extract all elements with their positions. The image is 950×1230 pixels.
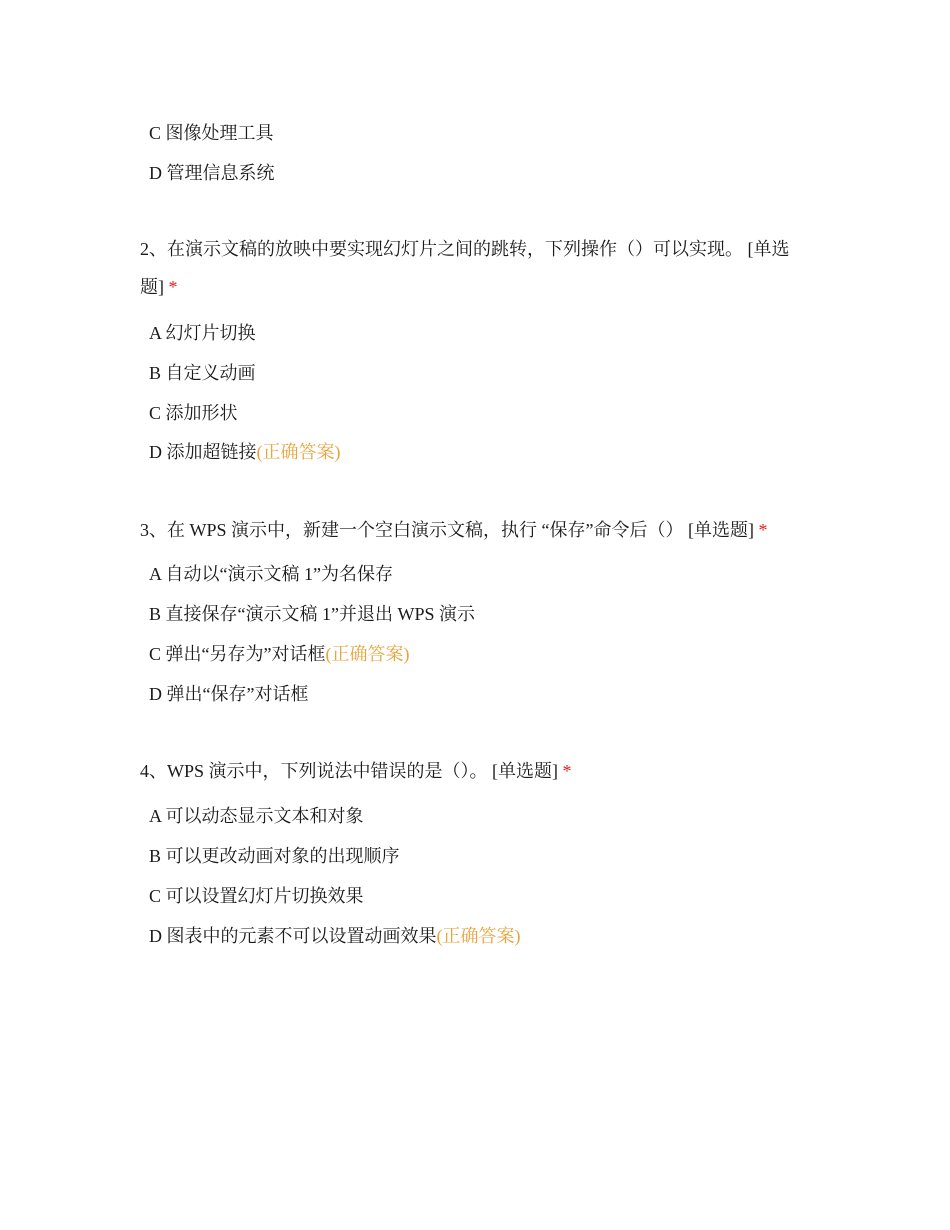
option-letter: A — [149, 323, 162, 343]
option-text: 自动以“演示文稿 1”为名保存 — [165, 564, 393, 584]
question-text: 2、在演示文稿的放映中要实现幻灯片之间的跳转，下列操作（）可以实现。 — [140, 239, 743, 259]
required-mark: * — [758, 520, 768, 540]
option-text: 管理信息系统 — [166, 163, 275, 183]
option-text: 添加超链接 — [166, 442, 257, 462]
option-2-d — [149, 440, 341, 464]
option-letter: C — [149, 644, 162, 664]
option-text: 可以动态显示文本和对象 — [165, 806, 364, 826]
option-letter: D — [149, 926, 162, 946]
option-2-b — [149, 361, 256, 385]
option-text: 图表中的元素不可以设置动画效果 — [166, 926, 437, 946]
option-text: 图像处理工具 — [165, 123, 274, 143]
option-text: 可以设置幻灯片切换效果 — [165, 886, 364, 906]
question-4-title — [140, 752, 800, 790]
question-type-tag: [单选题] — [140, 239, 790, 297]
option-text: 可以更改动画对象的出现顺序 — [165, 846, 400, 866]
option-4-c — [149, 884, 364, 908]
option-text: 直接保存“演示文稿 1”并退出 WPS 演示 — [165, 604, 476, 624]
correct-answer-mark: (正确答案) — [325, 644, 410, 664]
option-2-a — [149, 321, 256, 345]
option-letter: C — [149, 886, 162, 906]
correct-answer-mark: (正确答案) — [436, 926, 521, 946]
option-letter: A — [149, 564, 162, 584]
question-3-title — [140, 511, 800, 549]
option-text: 自定义动画 — [165, 363, 256, 383]
option-text: 弹出“保存”对话框 — [166, 684, 309, 704]
option-letter: C — [149, 123, 162, 143]
option-text: 添加形状 — [165, 403, 238, 423]
required-mark: * — [562, 761, 572, 781]
option-3-c — [149, 642, 410, 666]
option-1-c — [149, 121, 274, 145]
option-4-a — [149, 804, 364, 828]
option-text: 幻灯片切换 — [165, 323, 256, 343]
option-2-c — [149, 401, 238, 425]
question-text: 4、WPS 演示中，下列说法中错误的是（）。 — [140, 761, 488, 781]
correct-answer-mark: (正确答案) — [256, 442, 341, 462]
question-2-title — [140, 230, 800, 306]
question-type-tag: [单选题] — [492, 761, 559, 781]
option-3-b — [149, 602, 475, 626]
option-letter: B — [149, 604, 162, 624]
option-4-b — [149, 844, 400, 868]
option-3-a — [149, 562, 393, 586]
option-letter: A — [149, 806, 162, 826]
question-type-tag: [单选题] — [688, 520, 754, 540]
option-letter: C — [149, 403, 162, 423]
question-text: 3、在 WPS 演示中，新建一个空白演示文稿，执行 “保存”命令后（） — [140, 520, 684, 540]
option-1-d — [149, 161, 275, 185]
option-letter: D — [149, 442, 162, 462]
required-mark: * — [168, 277, 178, 297]
option-letter: D — [149, 684, 162, 704]
option-4-d — [149, 924, 521, 948]
option-letter: B — [149, 846, 162, 866]
option-letter: D — [149, 163, 162, 183]
option-3-d — [149, 682, 308, 706]
option-letter: B — [149, 363, 162, 383]
option-text: 弹出“另存为”对话框 — [165, 644, 326, 664]
